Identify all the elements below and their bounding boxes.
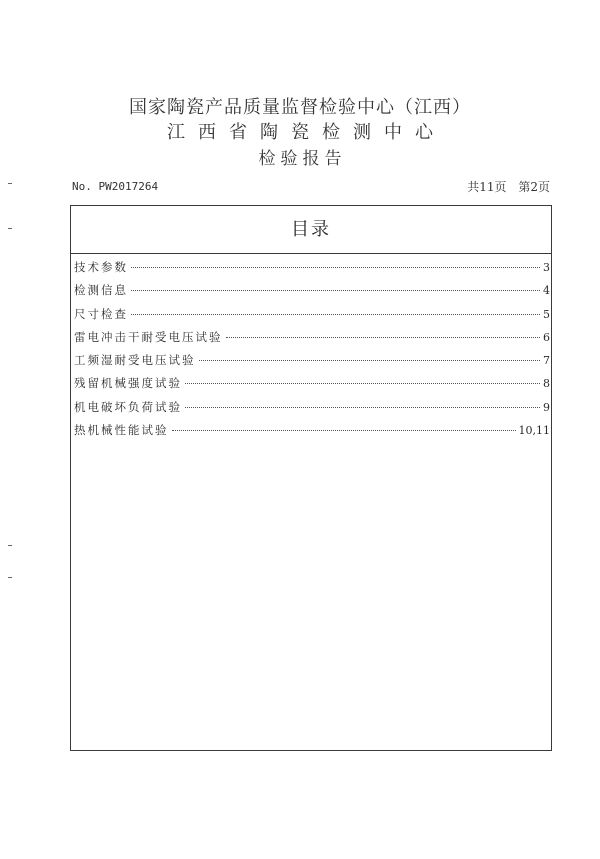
toc-item[interactable]	[74, 375, 550, 398]
toc-divider	[71, 253, 551, 254]
toc-dot-leader	[131, 290, 540, 291]
current-page: 第2页	[518, 180, 550, 194]
toc-title: 目录	[291, 219, 331, 240]
toc-dot-leader	[172, 430, 516, 431]
toc-item[interactable]	[74, 306, 550, 329]
toc-item-page: 9	[543, 400, 550, 414]
page-info	[459, 178, 550, 195]
toc-item-label: 技术参数	[74, 260, 128, 274]
toc-dot-leader	[199, 360, 541, 361]
margin-mark	[8, 228, 12, 229]
toc-item[interactable]	[74, 399, 550, 422]
toc-item[interactable]	[74, 329, 550, 352]
toc-dot-leader	[185, 383, 540, 384]
toc-list	[74, 259, 550, 445]
toc-item-label: 残留机械强度试验	[74, 376, 182, 391]
toc-frame	[70, 205, 552, 751]
toc-item-page: 10,11	[518, 424, 550, 438]
margin-mark	[8, 577, 12, 578]
toc-dot-leader	[226, 337, 541, 338]
toc-item-label: 检测信息	[74, 283, 128, 298]
toc-dot-leader	[131, 267, 540, 268]
margin-mark	[8, 183, 12, 184]
toc-item-label: 机电破坏负荷试验	[74, 399, 182, 414]
toc-item-page: 5	[543, 307, 550, 321]
toc-dot-leader	[185, 407, 540, 408]
toc-item-page: 7	[543, 354, 550, 368]
lab-name-title: 国家陶瓷产品质量监督检验中心（江西）	[129, 97, 471, 118]
toc-item-label: 尺寸检查	[74, 306, 128, 321]
toc-item-page: 6	[543, 330, 550, 344]
report-title: 检验报告	[258, 149, 347, 169]
toc-item-page: 3	[543, 261, 550, 274]
toc-dot-leader	[131, 314, 540, 315]
total-pages: 共11页	[467, 180, 507, 194]
toc-item-label: 热机械性能试验	[74, 423, 169, 438]
toc-item[interactable]	[74, 352, 550, 375]
toc-item[interactable]	[74, 422, 550, 445]
margin-mark	[8, 545, 12, 546]
toc-item[interactable]	[74, 259, 550, 282]
toc-item[interactable]	[74, 282, 550, 305]
report-number: No. PW2017264	[72, 180, 159, 193]
toc-item-label: 工频湿耐受电压试验	[74, 353, 196, 368]
center-name-title: 江西省陶瓷检测中心	[167, 122, 446, 143]
toc-item-page: 4	[543, 284, 550, 298]
toc-item-page: 8	[543, 377, 550, 391]
toc-item-label: 雷电冲击干耐受电压试验	[74, 329, 223, 344]
